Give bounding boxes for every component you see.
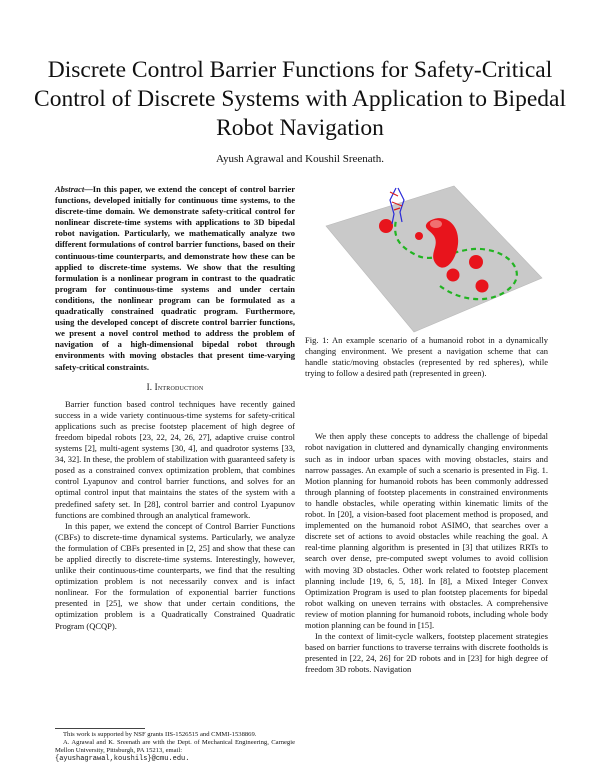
obstacle-sphere-1 xyxy=(379,219,393,233)
obstacle-sphere-4 xyxy=(476,280,489,293)
obstacle-sphere-3 xyxy=(447,269,460,282)
abstract-label: Abstract xyxy=(55,184,85,194)
obstacle-sphere-5 xyxy=(415,232,423,240)
section-heading-introduction: I. Introduction xyxy=(146,381,204,392)
obstacle-sphere-2 xyxy=(469,255,483,269)
abstract xyxy=(55,184,295,373)
footnote xyxy=(55,731,295,763)
intro-paragraph-3: We then apply these concepts to address the challenge of bipedal robot navigation in cluttered and dynamically changing environments such as in indoor urban spaces with moving obstacles, stairs and narrow passages. An example of such a scenario is presented in Fig. 1. Motion planning for humanoid robots has been commonly addressed through planning of footstep placements in constrained environments to handle obstacles, while operating within kinematic limits of the robot. In [20], a vision-based foot placement method is proposed, and implemented on the humanoid robot ASIMO, that searches over a discrete set of actions to avoid obstacles while reaching the goal. A real-time planning algorithm is presented in [3] that utilizes RRTs to search over dense, pre-computed swept volumes to avoid collision with moving 3D obstacles. Other work related to footstep placement planning include [19, 6, 5, 18]. In [8], a Mixed Integer Convex Optimization Program is used to plan footstep placements for bipedal robot walking on uneven terrains with obstacles. A comprehensive review of motion planning for humanoid robots, including whole body motion planning can be found in [15]. xyxy=(305,431,548,630)
intro-paragraph-2: In this paper, we extend the concept of Control Barrier Functions (CBFs) to discrete-time dynamical systems. Particularly, we analyze the formulation of CBFs presented in [2, 25] and show that these can be applied directly to discrete-time systems. Interestingly, however, unlike their continuous-time counterparts, we find that the resulting optimization problem is not necessarily convex and is infact nonlinear. For the formulation of exponential barrier functions presented in [25], we show that under certain conditions, the optimization problem is a Quadratically Constrained Quadratic Program (QCQP). xyxy=(55,520,295,631)
intro-paragraph-1: Barrier function based control techniques have recently gained success in a wide variety continuous-time systems for safety-critical applications such as precise footstep placement of high degree of freedom bipedal robots [23, 22, 24, 26, 27], adaptive cruise control systems [2], multi-agent systems [30, 4], and quadrotor systems [33, 34, 32]. In these, the problem of stabilization with guaranteed safety is posed as a constrained convex optimization problem, that combines control Lyapunov and control barrier functions, and solves for an optimal control input that maintains the states of the system with a predefined safety set. In [28], control barrier and control Lyapunov functions are combined through an analytical framework. xyxy=(55,398,295,520)
footnote-email: {ayushagrawal,koushils}@cmu.edu. xyxy=(55,755,190,763)
left-column xyxy=(55,184,295,632)
footnote-affiliation: A. Agrawal and K. Sreenath are with the Dept. of Mechanical Engineering, Carnegie Mellon University, Pittsburgh, PA 15213, email: xyxy=(55,739,295,754)
figure-1-caption: Fig. 1: An example scenario of a humanoid robot in a dynamically changing environment. We present a navigation scheme that can handle static/moving obstacles (represented by red spheres), while trying to follow a desired path (represented in green). xyxy=(305,335,548,379)
right-column xyxy=(305,335,548,675)
large-obstacle-highlight xyxy=(430,220,442,228)
footnote-divider xyxy=(55,728,145,729)
intro-paragraph-4: In the context of limit-cycle walkers, footstep placement strategies based on barrier functions to traverse terrains with discrete footholds is presented in [22, 24, 26] for 2D robots and in [23] for high degree of freedom 3D robots. Navigation xyxy=(305,631,548,675)
paper-authors: Ayush Agrawal and Koushil Sreenath. xyxy=(216,153,384,165)
footnote-funding: This work is supported by NSF grants IIS-1526515 and CMMI-1538869. xyxy=(63,731,257,738)
abstract-text: —In this paper, we extend the concept of control barrier functions, developed initially for continuous time systems, to the discrete-time domain. We demonstrate safety-critical control for nonlinear discrete-time systems with applications to 3D bipedal robot navigation. Particularly, we mathematically analyze two different formulations of control barrier functions, based on their continuous-time counterparts, and demonstrate how these can be applied to discrete-time systems. We show that the resulting formulation is a nonlinear program in contrast to the quadratic program for continuous-time systems and under certain conditions, the nonlinear program can be formulated as a quadratically constrained quadratic program. Furthermore, using the developed concept of discrete control barrier functions, we present a novel control method to address the problem of navigation of a high-dimensional bipedal robot through environments with moving obstacles that present time-varying safety-critical constraints. xyxy=(55,184,295,372)
paper-title: Discrete Control Barrier Functions for Safety-Critical Control of Discrete Systems with Application to Bipedal Robot Navigation xyxy=(34,57,566,141)
figure-1 xyxy=(322,182,544,334)
figure-1-illustration xyxy=(322,182,544,334)
